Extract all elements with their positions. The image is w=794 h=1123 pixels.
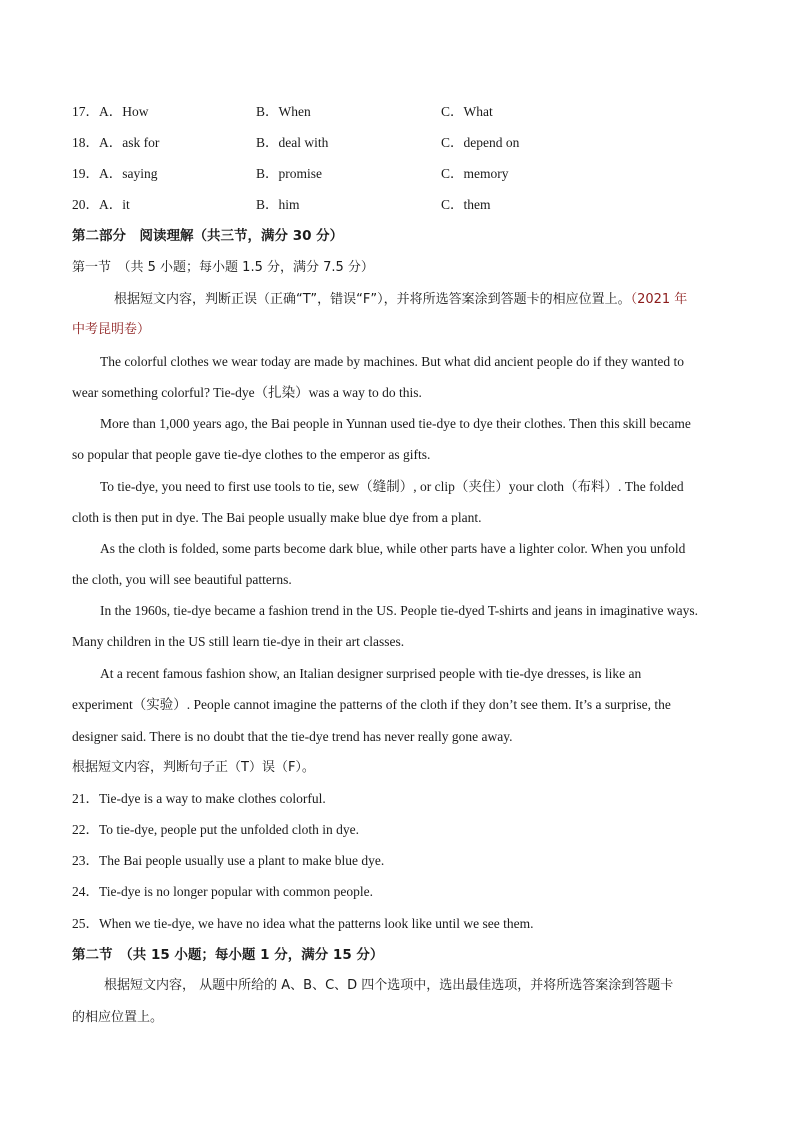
question-23: 23．The Bai people usually use a plant to make blue dye. [72,853,385,868]
option-b: B．promise [256,166,322,181]
source-note: （2021 年 [630,292,688,307]
option-b: B．him [256,197,300,212]
option-c: C．memory [441,166,509,181]
passage-line: At a recent famous fashion show, an Italian designer surprised people with tie-dye dresses, is like an [100,666,642,681]
question-25: 25．When we tie-dye, we have no idea what the patterns look like until we see them. [72,916,534,931]
passage-line: To tie-dye, you need to first use tools to tie, sew（缝制）, or clip（夹住）your cloth（布料）. The folded [100,479,684,494]
question-22: 22．To tie-dye, people put the unfolded cloth in dye. [72,822,359,837]
instruction-text: 根据短文内容，判断正误（正确“T”，错误“F”），并将所选答案涂到答题卡的相应位置上。 [114,292,631,307]
passage-line: so popular that people gave tie-dye clothes to the emperor as gifts. [72,447,431,462]
passage-line: experiment（实验）. People cannot imagine the patterns of the cloth if they don’t see them. It’s a surprise, the [72,697,671,712]
option-c: C．What [441,104,493,119]
source-note-cont: 中考昆明卷） [72,322,151,337]
passage-line: Many children in the US still learn tie-dye in their art classes. [72,634,405,649]
section2-title: 第二节 （共 15 小题；每小题 1 分，满分 15 分） [72,947,384,963]
passage-line: wear something colorful? Tie-dye（扎染）was a way to do this. [72,385,422,400]
passage-line: the cloth, you will see beautiful patterns. [72,572,292,587]
option-b: B．deal with [256,135,329,150]
option-a: 18．A．ask for [72,135,160,150]
section1-title: 第一节 （共 5 小题；每小题 1.5 分，满分 7.5 分） [72,260,374,275]
passage-line: The colorful clothes we wear today are made by machines. But what did ancient people do if they wanted to [100,354,685,369]
instruction-1 [114,290,724,310]
passage-line: designer said. There is no doubt that the tie-dye trend has never really gone away. [72,729,513,744]
option-c: C．depend on [441,135,520,150]
passage-line: cloth is then put in dye. The Bai people usually make blue dye from a plant. [72,510,482,525]
question-21: 21．Tie-dye is a way to make clothes colorful. [72,791,326,806]
option-a: 20．A．it [72,197,130,212]
part2-title: 第二部分 阅读理解（共三节，满分 30 分） [72,228,344,244]
passage-line: As the cloth is folded, some parts become dark blue, while other parts have a lighter color. When you unfold [100,541,686,556]
option-a: 17．A．How [72,104,149,119]
instruction-2-cont: 的相应位置上。 [72,1010,164,1025]
passage-line: In the 1960s, tie-dye became a fashion trend in the US. People tie-dyed T-shirts and jeans in imaginative ways. [100,603,698,618]
question-24: 24．Tie-dye is no longer popular with common people. [72,884,373,899]
instruction-2: 根据短文内容， 从题中所给的 A、B、C、D 四个选项中，选出最佳选项，并将所选答案涂到答题卡 [104,978,674,993]
passage-line: More than 1,000 years ago, the Bai people in Yunnan used tie-dye to dye their clothes. Then this skill became [100,416,691,431]
option-b: B．When [256,104,311,119]
option-c: C．them [441,197,491,212]
option-a: 19．A．saying [72,166,158,181]
judge-instruction: 根据短文内容，判断句子正（T）误（F）。 [72,760,315,775]
